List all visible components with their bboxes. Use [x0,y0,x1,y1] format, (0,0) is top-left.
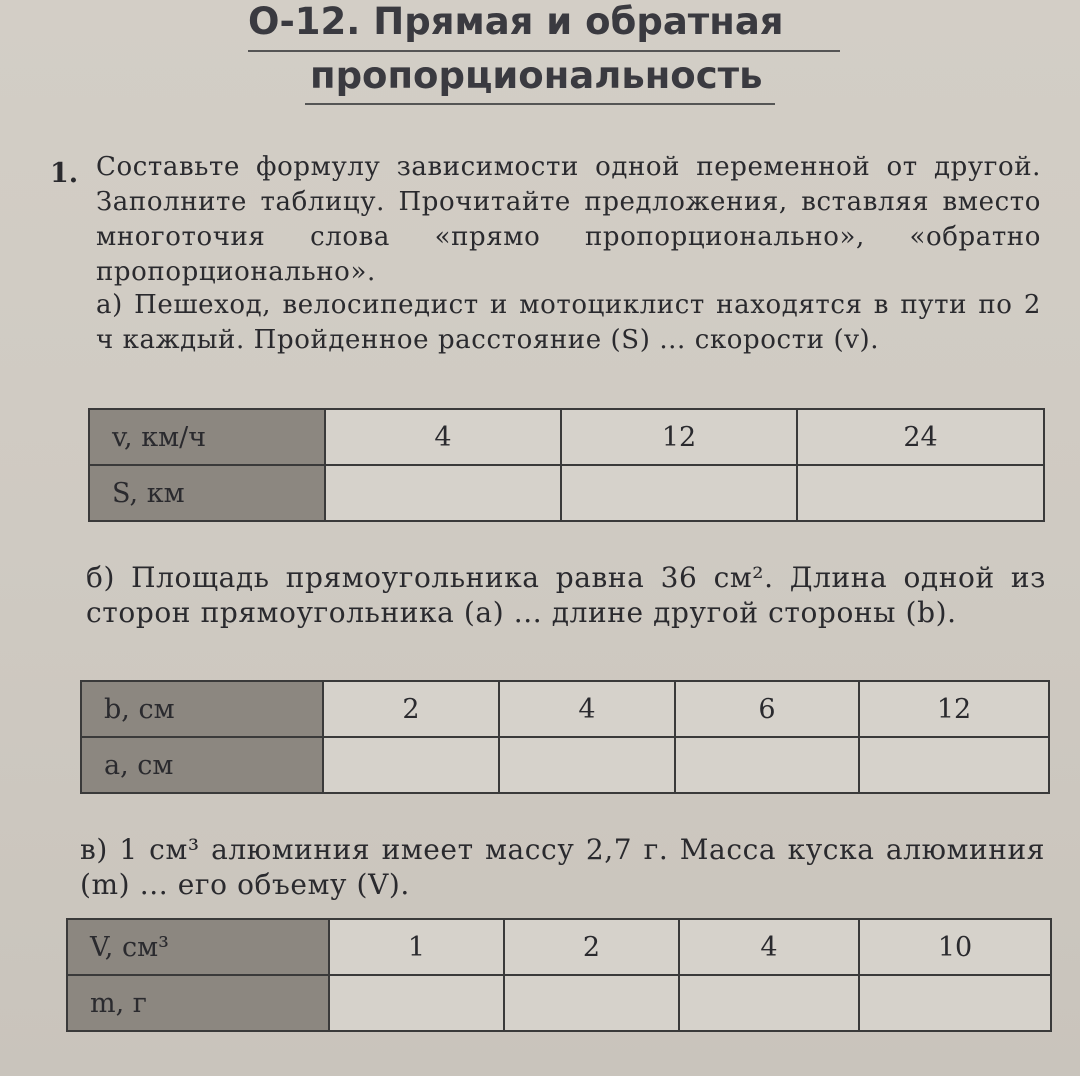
table-a-header-v: v, км/ч [89,409,325,465]
table-c-value: 10 [859,919,1051,975]
table-row [89,465,1044,521]
task-number: 1. [50,158,79,189]
table-b-empty-cell[interactable] [499,737,675,793]
table-a-value: 24 [797,409,1044,465]
table-b [80,680,1050,794]
table-c-value: 2 [504,919,679,975]
table-b-header-a: a, см [81,737,323,793]
table-c [66,918,1052,1032]
table-b-empty-cell[interactable] [323,737,499,793]
heading-underline-1 [248,50,840,52]
table-c-value: 4 [679,919,859,975]
table-b-value: 6 [675,681,859,737]
table-a [88,408,1045,522]
heading-line-1: О-12. Прямая и обратная [248,0,784,43]
table-c-header-v: V, см³ [67,919,329,975]
table-row [89,409,1044,465]
table-c-empty-cell[interactable] [859,975,1051,1031]
table-b-value: 2 [323,681,499,737]
part-b-text: б) Площадь прямоугольника равна 36 см². Длина одной из сторон прямоугольника (a) ... длине другой стороны (b). [86,561,1046,629]
part-c-text: в) 1 см³ алюминия имеет массу 2,7 г. Масса куска алюминия (m) ... его объему (V). [80,833,1045,901]
table-c-header-m: m, г [67,975,329,1031]
table-b-empty-cell[interactable] [675,737,859,793]
table-row [67,975,1051,1031]
table-a-empty-cell[interactable] [325,465,561,521]
table-row [81,737,1049,793]
heading-line-2: пропорциональность [310,54,763,97]
table-c-value: 1 [329,919,504,975]
part-a-text: а) Пешеход, велосипедист и мотоциклист находятся в пути по 2 ч каждый. Пройденное расстояние (S) ... скорости (v). [96,290,1041,355]
table-c-empty-cell[interactable] [504,975,679,1031]
table-a-empty-cell[interactable] [797,465,1044,521]
table-c-empty-cell[interactable] [679,975,859,1031]
task-intro-text: Составьте формулу зависимости одной переменной от другой. Заполните таблицу. Прочитайте предложения, вставляя вместо многоточия слова «прямо пропорционально», «обратно пропорционально». [96,152,1041,287]
table-b-empty-cell[interactable] [859,737,1049,793]
heading-underline-2 [305,103,775,105]
table-b-header-b: b, см [81,681,323,737]
table-row [81,681,1049,737]
table-b-value: 4 [499,681,675,737]
table-a-header-s: S, км [89,465,325,521]
table-a-value: 4 [325,409,561,465]
table-a-value: 12 [561,409,797,465]
table-a-empty-cell[interactable] [561,465,797,521]
table-b-value: 12 [859,681,1049,737]
table-row [67,919,1051,975]
table-c-empty-cell[interactable] [329,975,504,1031]
